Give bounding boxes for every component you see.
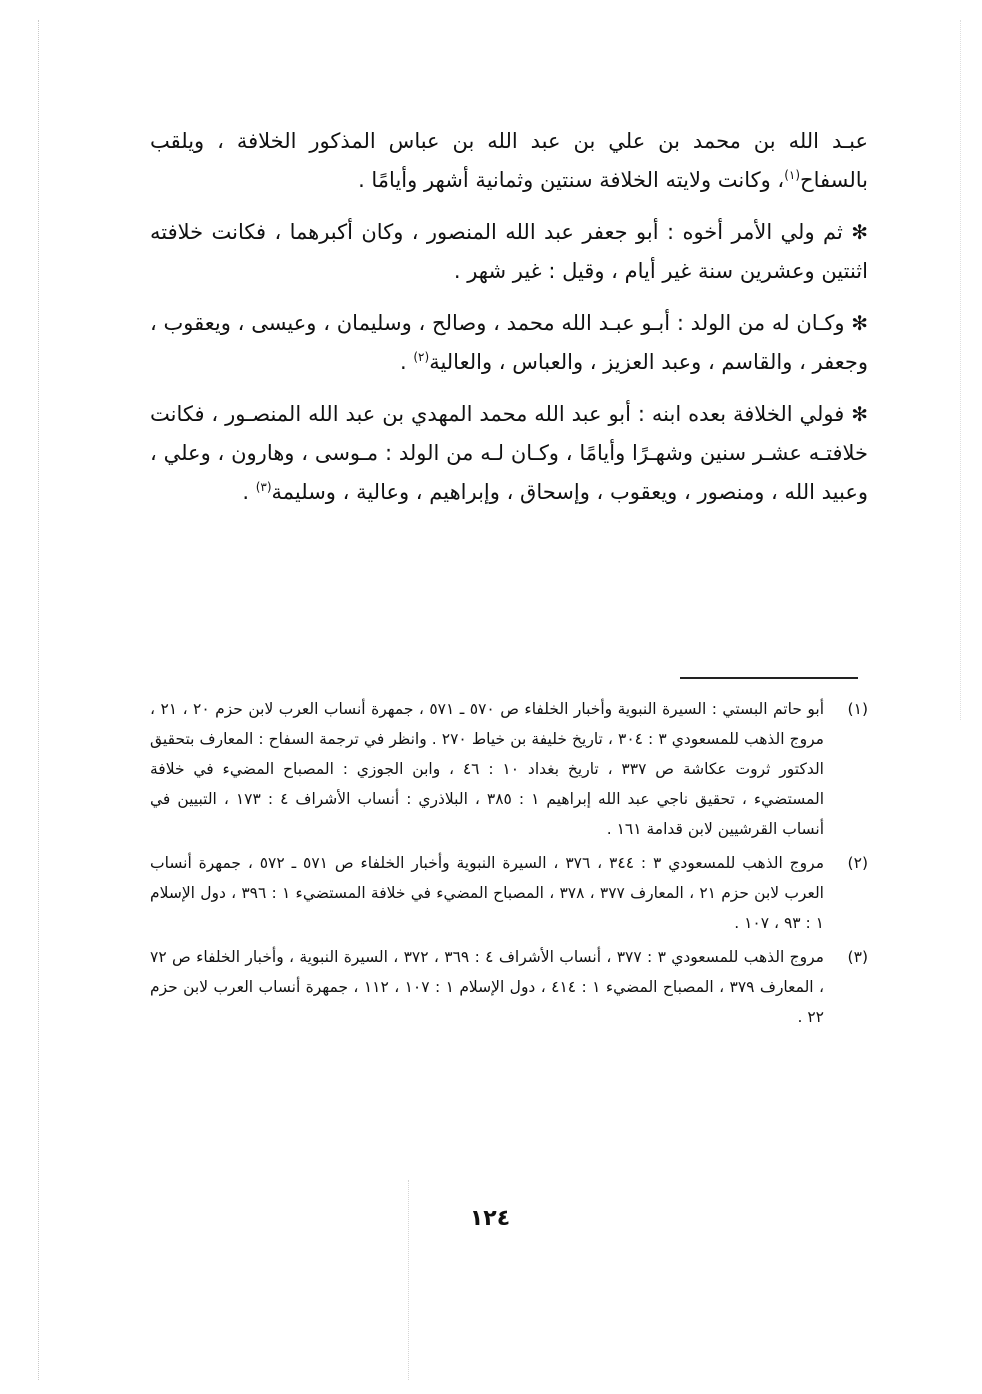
footnote-ref: (٢) [413, 350, 430, 364]
footnote-ref: (٣) [255, 480, 272, 494]
main-body-text [150, 122, 868, 525]
paragraph-text-continued: . [242, 480, 256, 504]
footnote [150, 848, 868, 938]
footnote-ref: (١) [784, 168, 801, 182]
paragraph-text-continued: . [400, 350, 414, 374]
footnote-number: (١) [847, 700, 868, 718]
paragraph-text: ثم ولي الأمر أخوه : أبو جعفر عبد الله المنصور ، وكان أكبرهما ، فكانت خلافته اثنتين وعشرين سنة غير أيام ، وقيل : غير شهر . [150, 220, 868, 283]
footnote-text: أبو حاتم البستي : السيرة النبوية وأخبار الخلفاء ص ٥٧٠ ـ ٥٧١ ، جمهرة أنساب العرب لابن حزم ٢٠ ، ٢١ ، مروج الذهب للمسعودي ٣ : ٣٠٤ ، تاريخ خليفة بن خياط ٢٧٠ . وانظر في ترجمة السفاح : المعارف بتحقيق الدكتور ثروت عكاشة ص ٣٣٧ ، تاريخ بغداد ١٠ : ٤٦ ، وابن الجوزي : المصباح المضيء في خلافة المستضيء ، تحقيق ناجي عبد الله إبراهيم ١ : ٣٨٥ ، البلاذري : أنساب الأشراف ٤ : ١٧٣ ، التبيين في أنساب القرشيين لابن قدامة ١٦١ . [150, 700, 825, 838]
footnote [150, 942, 868, 1032]
paragraph-text: وكـان له من الولد : أبـو عبـد الله محمد ، وصالح ، وسليمان ، وعيسى ، ويعقوب ، وجعفر ، والقاسم ، وعبد العزيز ، والعباس ، والعالية [150, 311, 868, 374]
paragraph [150, 304, 868, 382]
paragraph-text: عبـد الله بن محمد بن علي بن عبد الله بن عباس المذكور الخلافة ، ويلقب بالسفاح [150, 129, 868, 192]
footnote-text: مروج الذهب للمسعودي ٣ : ٣٧٧ ، أنساب الأشراف ٤ : ٣٦٩ ، ٣٧٢ ، السيرة النبوية ، وأخبار الخلفاء ص ٧٢ ، المعارف ٣٧٩ ، المصباح المضيء ١ : ٤١٤ ، دول الإسلام ١ : ١٠٧ ، ١١٢ ، جمهرة أنساب العرب لابن حزم ٢٢ . [150, 948, 825, 1026]
paragraph-text-continued: ، وكانت ولايته الخلافة سنتين وثمانية أشهر وأيامًا . [358, 168, 785, 192]
asterisk-icon: ✻ [851, 311, 868, 335]
footnote-number: (٢) [847, 854, 868, 872]
scan-edge-line [38, 20, 39, 1380]
paragraph [150, 213, 868, 291]
footnote-number: (٣) [847, 948, 868, 966]
scan-edge-line [408, 1180, 409, 1380]
paragraph-text: فولي الخلافة بعده ابنه : أبو عبد الله محمد المهدي بن عبد الله المنصـور ، فكانت خلافتـه عشـر سنين وشهـرًا وأيامًا ، وكـان لـه من الولد : مـوسى ، وهارون ، وعلي ، وعبيد الله ، ومنصور ، ويعقوب ، وإسحاق ، وإبراهيم ، وعالية ، وسليمة [150, 402, 868, 504]
asterisk-icon: ✻ [851, 402, 868, 426]
footnotes-section [150, 694, 868, 1036]
asterisk-icon: ✻ [851, 220, 868, 244]
footnote [150, 694, 868, 844]
page-number: ١٢٤ [469, 1206, 511, 1231]
paragraph [150, 395, 868, 512]
footnote-separator [680, 677, 858, 679]
footnote-text: مروج الذهب للمسعودي ٣ : ٣٤٤ ، ٣٧٦ ، السيرة النبوية وأخبار الخلفاء ص ٥٧١ ـ ٥٧٢ ، جمهرة أنساب العرب لابن حزم ٢١ ، المعارف ٣٧٧ ، ٣٧٨ ، المصباح المضيء في خلافة المستضيء ١ : ٣٩٦ ، دول الإسلام ١ : ٩٣ ، ١٠٧ . [150, 854, 824, 932]
paragraph [150, 122, 868, 200]
scan-edge-line [960, 20, 961, 720]
